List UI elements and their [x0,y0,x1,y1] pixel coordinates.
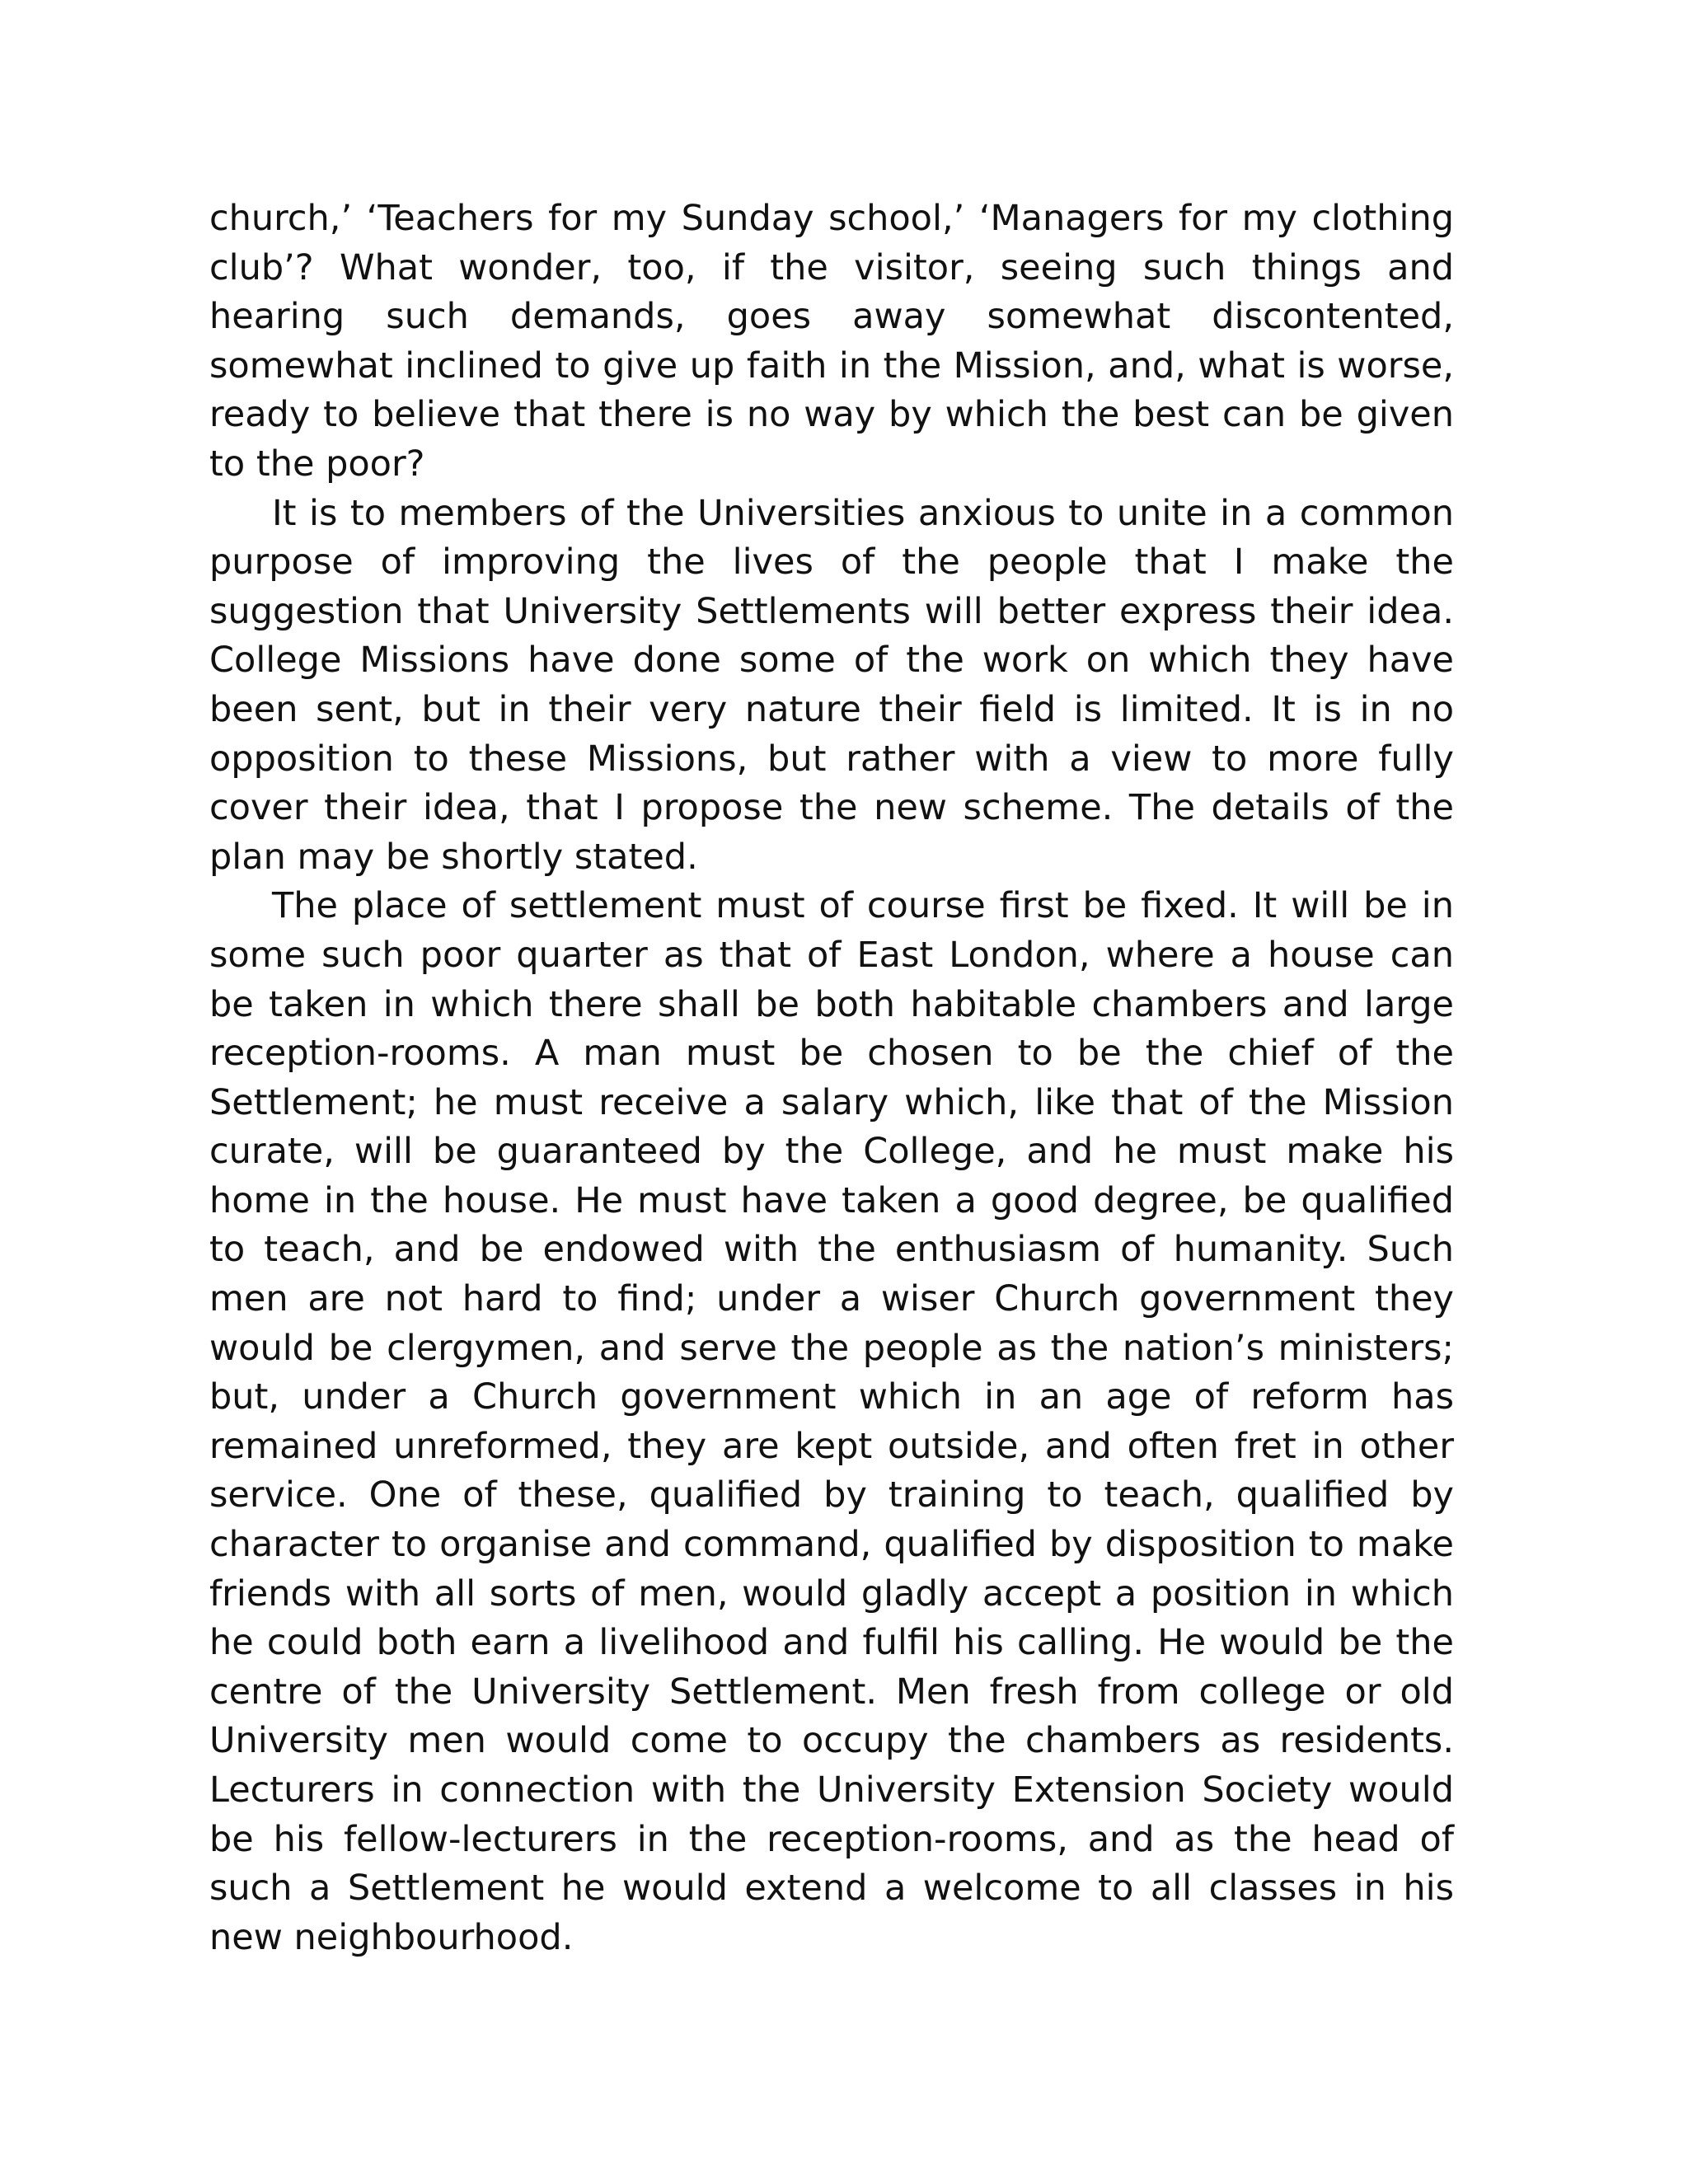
paragraph-university-settlements: It is to members of the Universities anxious to unite in a common purpose of improving the lives of the people that I make the suggestion that University Settlements will better express their idea. College Missions have done some of the work on which they have been sent, but in their very nature their field is limited. It is in no opposition to these Missions, but rather with a view to more fully cover their idea, that I propose the new scheme. The details of the plan may be shortly stated. [209,492,1454,878]
paragraph-place-of-settlement: The place of settlement must of course first be fixed. It will be in some such poor quarter as that of East London, where a house can be taken in which there shall be both habitable chambers and large reception-rooms. A man must be chosen to be the chief of the Settlement; he must receive a salary which, like that of the Mission curate, will be guaranteed by the College, and he must make his home in the house. He must have taken a good degree, be qualified to teach, and be endowed with the enthusiasm of humanity. Such men are not hard to find; under a wiser Church government they would be clergymen, and serve the people as the nation’s ministers; but, under a Church government which in an age of reform has remained unreformed, they are kept outside, and often fret in other service. One of these, qualified by training to teach, qualified by character to organise and command, qualified by disposition to make friends with all sorts of men, would gladly accept a position in which he could both earn a livelihood and fulfil his calling. He would be the centre of the University Settlement. Men fresh from college or old University men would come to occupy the chambers as residents. Lecturers in connection with the University Extension Society would be his fellow-lecturers in the reception-rooms, and as the head of such a Settlement he would extend a welcome to all classes in his new neighbourhood. [209,885,1454,1958]
body-text [209,194,1454,1962]
paragraph-continued: church,’ ‘Teachers for my Sunday school,’ ‘Managers for my clothing club’? What wonder, too, if the visitor, seeing such things and hearing such demands, goes away somewhat discontented, somewhat inclined to give up faith in the Mission, and, what is worse, ready to believe that there is no way by which the best can be given to the poor? [209,198,1454,485]
